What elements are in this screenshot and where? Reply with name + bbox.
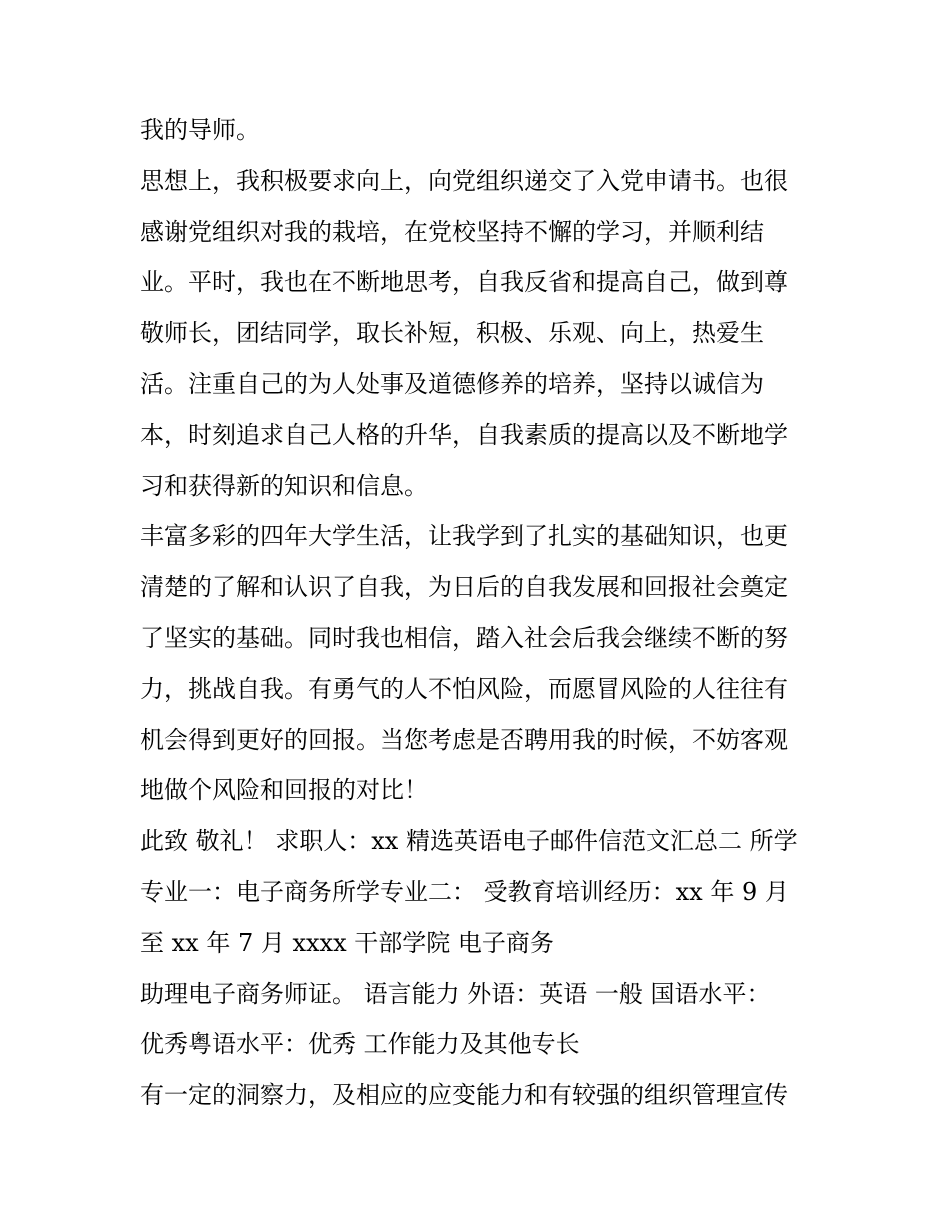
text-line: 机会得到更好的回报。当您考虑是否聘用我的时候，不妨客观 xyxy=(140,725,788,754)
text-line: 了坚实的基础。同时我也相信，踏入社会后我会继续不断的努 xyxy=(140,623,788,652)
text-line: 活。注重自己的为人处事及道德修养的培养，坚持以诚信为 xyxy=(140,369,764,398)
text-line: 清楚的了解和认识了自我，为日后的自我发展和回报社会奠定 xyxy=(140,573,788,602)
text-line: 有一定的洞察力，及相应的应变能力和有较强的组织管理宣传 xyxy=(140,1081,788,1110)
text-line: 此致 敬礼！ 求职人：xx 精选英语电子邮件信范文汇总二 所学 xyxy=(140,827,798,856)
text-line: 本，时刻追求自己人格的升华，自我素质的提高以及不断地学 xyxy=(140,420,788,449)
text-line: 助理电子商务师证。 语言能力 外语：英语 一般 国语水平： xyxy=(140,979,771,1008)
text-line: 丰富多彩的四年大学生活，让我学到了扎实的基础知识，也更 xyxy=(140,522,788,551)
text-line: 业。平时，我也在不断地思考，自我反省和提高自己，做到尊 xyxy=(140,268,788,297)
text-line: 地做个风险和回报的对比！ xyxy=(140,776,428,805)
text-line: 习和获得新的知识和信息。 xyxy=(140,471,428,500)
text-line: 至 xx 年 7 月 xxxx 干部学院 电子商务 xyxy=(140,928,554,957)
text-line: 感谢党组织对我的栽培，在党校坚持不懈的学习，并顺利结 xyxy=(140,217,764,246)
text-line: 专业一：电子商务所学专业二： 受教育培训经历：xx 年 9 月 xyxy=(140,877,789,906)
text-line: 力，挑战自我。有勇气的人不怕风险，而愿冒风险的人往往有 xyxy=(140,674,788,703)
text-line: 我的导师。 xyxy=(140,116,260,144)
text-line: 优秀粤语水平：优秀 工作能力及其他专长 xyxy=(140,1030,580,1059)
text-line: 思想上，我积极要求向上，向党组织递交了入党申请书。也很 xyxy=(140,166,788,195)
text-line: 敬师长，团结同学，取长补短，积极、乐观、向上，热爱生 xyxy=(140,319,764,348)
body-text xyxy=(140,105,820,1121)
